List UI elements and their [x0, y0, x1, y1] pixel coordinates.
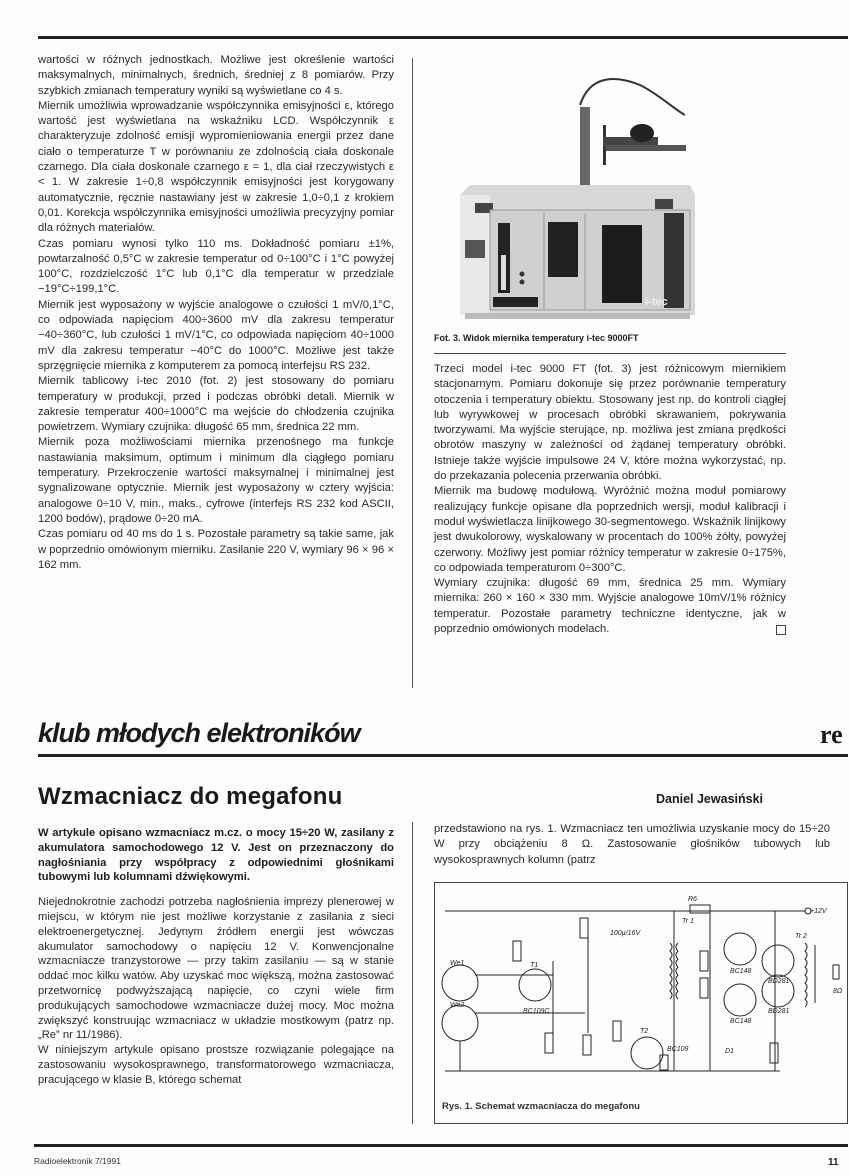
- article-left-column: [38, 826, 394, 1088]
- paragraph: Miernik ma budowę modułową. Wyróżnić można moduł pomiarowy realizujący funkcje opisane dla poprzednich wersji, moduł kalibracji i moduł wyświetlacza linijkowego 30-segmentowego. Wskaźnik linijkowy jest dwukolorowy, wyskalowany w procentach do 100% żółty, powyżej czerwony. Możliwy jest pomiar różnicy temperatur w zakresie 0÷175%, co odpowiada temperaturom 0÷300°C.: [434, 485, 786, 574]
- publication-footer: Radioelektronik 7/1991: [34, 1156, 121, 1166]
- temperature-meter-image: [440, 65, 840, 325]
- page-number: 11: [828, 1157, 839, 1168]
- caption-rule: [434, 353, 786, 354]
- svg-text:100µ/16V: 100µ/16V: [610, 930, 641, 937]
- paragraph: Miernik tablicowy i-tec 2010 (fot. 2) jest stosowany do pomiaru temperatury w produkcji, przed i podczas obróbki detali. Miernik w zakresie temperatur 400÷1000°C ma wejście do chłodzenia czujnika powietrzem. Wymiary czujnika: długość 65 mm, średnica 22 mm.: [38, 375, 394, 434]
- svg-text:T2: T2: [640, 1028, 649, 1035]
- bottom-rule: [34, 1144, 848, 1147]
- paragraph: wartości w różnych jednostkach. Możliwe jest określenie wartości maksymalnych, minimalnych, średnich, średniej z 8 pomiarów. Przy szybkich zmianach temperatury wyniki są wyświetlane co 4 s.: [38, 54, 394, 97]
- column-divider: [412, 822, 413, 1124]
- svg-text:BC109C: BC109C: [523, 1008, 550, 1015]
- svg-text:8Ω: 8Ω: [833, 988, 843, 995]
- column-divider: [412, 58, 413, 688]
- left-column-top: [38, 53, 394, 573]
- paragraph: Trzeci model i-tec 9000 FT (fot. 3) jest różnicowym miernikiem stacjonarnym. Pomiaru dokonuje się przez porównanie temperatury otoczenia i temperatury obiektu. Stosowany jest np. do kontroli ciągłej lub wyrywkowej w procesach obróbki skrawaniem, pokrywania tworzywami. Ma wyjście sterujące, np. możliwa jest zmiana prędkości obrotów maszyny w zależności od żądanej temperatury obróbki. Istnieje także wyjście impulsowe 24 V, które można wykorzystać, np. do przekazania polecenia przerwania obróbki.: [434, 363, 786, 483]
- photo-caption: Fot. 3. Widok miernika temperatury i-tec 9000FT: [434, 333, 639, 343]
- svg-text:+12V: +12V: [810, 908, 827, 915]
- section-title: klub młodych elektroników: [38, 718, 360, 748]
- paragraph: Czas pomiaru wynosi tylko 110 ms. Dokładność pomiaru ±1%, powtarzalność 0,5°C w zakresie temperatur od 0÷100°C i 1°C powyżej 100°C, rozdzielczość 1°C lub 0,1°C dla temperatur w przedziale −19°C÷199,1°C.: [38, 237, 394, 296]
- section-rule: [38, 754, 848, 757]
- paragraph: Miernik umożliwia wprowadzanie współczynnika emisyjności ε, którego wartość jest wyświetlana na wskaźniku LCD. Współczynnik ε charakteryzuje zdolność emisji wypromieniowania energii przez dane ciało o temperaturze T w porównaniu ze zdolnością ciała doskonale czarnego. Dla ciała doskonale czarnego ε = 1, dla ciał rzeczywistych ε < 1. W zakresie 1÷0,8 współczynnik emisyjności jest korygowany automatycznie, ręcznie nastawiany jest w zakresie 1,0÷0,1 z krokiem 0,01. Korekcja współczynnika emisyjności umożliwia precyzyjny pomiar dla różnych materiałów.: [38, 99, 394, 235]
- schematic-caption: Rys. 1. Schemat wzmacniacza do megafonu: [442, 1101, 640, 1112]
- paragraph: Miernik jest wyposażony w wyjście analogowe o czułości 1 mV/0,1°C, co odpowiada napięciom 400÷3600 mV dla zakresu temperatur −40÷360°C, lub czułości 1 mV/1°C, co odpowiada napięciom 40÷1000 mV dla zakresu temperatur −40°C do 1000°C. Możliwe jest także sprzęgnięcie miernika z komputerem za pomocą interfejsu RS 232.: [38, 298, 394, 372]
- svg-text:Tr 1: Tr 1: [682, 918, 694, 925]
- magazine-logo: re: [820, 720, 843, 749]
- svg-text:We1: We1: [450, 960, 465, 967]
- svg-text:i-tec: i-tec: [645, 296, 668, 308]
- article-title: Wzmacniacz do megafonu: [38, 783, 343, 810]
- amplifier-schematic-diagram: [435, 883, 849, 1093]
- end-of-article-mark: [776, 625, 786, 635]
- svg-text:D1: D1: [725, 1048, 734, 1055]
- svg-text:T1: T1: [530, 962, 539, 969]
- paragraph: przedstawiono na rys. 1. Wzmacniacz ten umożliwia uzyskanie mocy do 15÷20 W przy obciążeniu 8 Ω. Zastosowanie głośników tubowych lub wysokosprawnych kolumn (patrz: [434, 823, 830, 866]
- svg-text:BC148: BC148: [730, 1018, 752, 1025]
- paragraph: W niniejszym artykule opisano prostsze rozwiązanie polegające na zastosowaniu wysokosprawnego, transformatorowego wzmacniacza, pracującego w klasie B, którego schemat: [38, 1044, 394, 1086]
- paragraph: Czas pomiaru od 40 ms do 1 s. Pozostałe parametry są takie same, jak w poprzednio omówionym mierniku. Zasilanie 220 V, wymiary 96 × 96 × 162 mm.: [38, 528, 394, 571]
- svg-text:Tr 2: Tr 2: [795, 933, 807, 940]
- right-column-top: [434, 362, 786, 637]
- schematic-figure: [434, 882, 848, 1124]
- top-rule: [38, 36, 848, 39]
- article-right-column: [434, 822, 830, 868]
- article-author: Daniel Jewasiński: [656, 792, 764, 806]
- svg-text:R6: R6: [688, 896, 697, 903]
- meter-photo: [440, 65, 840, 325]
- paragraph: Miernik poza możliwościami miernika przenośnego ma funkcje nastawiania maksimum, optimum i minimum dla ciągłego pomiaru temperatury. Przekroczenie wartości maksymalnej i minimalnej jest sygnalizowane optycznie. Miernik jest wyposażony w cztery wyjścia: analogowe 0÷10 V, min., maks., cyfrowe (interfejs RS 232 kod ASCII, 1200 bodów), prądowe 0÷20 mA.: [38, 436, 394, 525]
- svg-text:BC109: BC109: [667, 1046, 689, 1053]
- svg-text:BC148: BC148: [730, 968, 752, 975]
- svg-text:We2: We2: [450, 1002, 465, 1009]
- svg-text:BD281: BD281: [768, 1008, 790, 1015]
- paragraph: Niejednokrotnie zachodzi potrzeba nagłośnienia imprezy plenerowej w miejscu, w którym nie jest możliwe korzystanie z zasilania z sieci elektroenergetycznej. Jedynym źródłem energii jest wówczas akumulator samochodowy o napięciu 12 V. Konwencjonalne wzmacniacze tranzystorowe — przy takim zasilaniu — są w stanie oddać moc kilku watów. Aby uzyskać moc większą, można zastosować przetwornicę podwyższającą napięcie, co czyni wiele firm produkujących samochodowe wzmacniacze dużej mocy. Moc można zwiększyć konstruując wzmacniacz w układzie mostkowym (patrz np. „Re” nr 11/1986).: [38, 896, 394, 1042]
- article-lead: W artykule opisano wzmacniacz m.cz. o mocy 15÷20 W, zasilany z akumulatora samochodowego 12 V. Jest on przeznaczony do nagłośniania przy współpracy z odpowiednimi głośnikami tubowymi lub kolumnami dźwiękowymi.: [38, 827, 394, 884]
- svg-text:BD281: BD281: [768, 978, 790, 985]
- paragraph: Wymiary czujnika: długość 69 mm, średnica 25 mm. Wymiary miernika: 260 × 160 × 330 mm. Wyjście analogowe 10mV/1% różnicy temperatur. Pozostałe parametry techniczne identyczne, jak w poprzednio omówionych modelach.: [434, 577, 786, 636]
